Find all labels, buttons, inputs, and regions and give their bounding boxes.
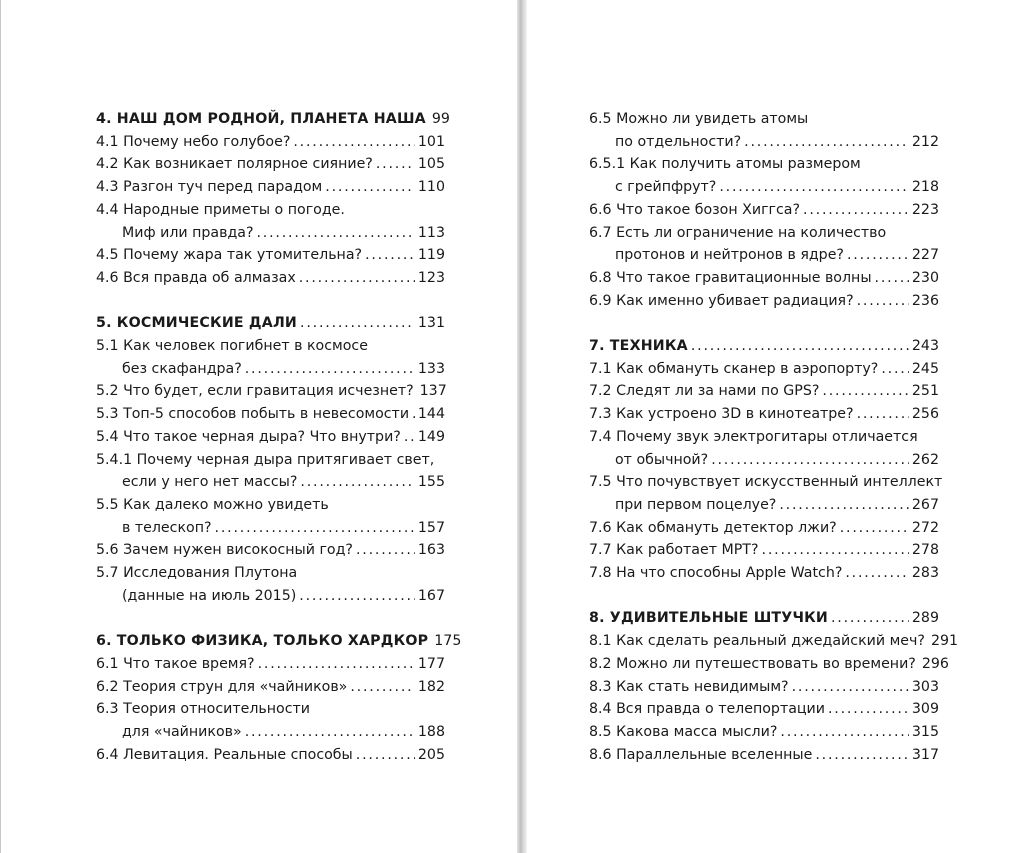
dot-leader — [840, 517, 909, 540]
toc-entry — [96, 426, 445, 449]
dot-leader — [744, 131, 909, 154]
toc-entry-line — [589, 562, 939, 585]
page-number: 227 — [911, 247, 939, 264]
entry-title: 4.5 Почему жара так утомительна? — [96, 247, 363, 264]
entry-title: 5.4 Что такое черная дыра? Что внутри? — [96, 428, 401, 445]
page-number: 289 — [911, 610, 939, 627]
dot-leader — [300, 471, 415, 494]
toc-entry — [96, 744, 445, 767]
toc-entry — [589, 267, 939, 290]
dot-leader — [258, 653, 415, 676]
toc-entry — [96, 653, 445, 676]
page-number: 99 — [431, 111, 450, 127]
page-number: 303 — [911, 678, 939, 695]
entry-title: 5.5 Как далеко можно увидеть — [96, 496, 329, 513]
dot-leader — [691, 335, 909, 358]
toc-entry — [589, 403, 939, 426]
page-number: 131 — [417, 315, 445, 332]
entry-title-continued: протонов и нейтронов в ядре? — [615, 247, 844, 264]
page-number: 137 — [419, 383, 447, 400]
page-number: 119 — [417, 247, 445, 264]
toc-entry-line — [96, 585, 445, 608]
toc-entry-line — [589, 449, 939, 472]
chapter-title: 8. УДИВИТЕЛЬНЫЕ ШТУЧКИ — [589, 610, 828, 627]
dot-leader — [711, 449, 909, 472]
toc-chapter-heading — [96, 630, 462, 653]
dot-leader — [779, 494, 909, 517]
dot-leader — [719, 176, 909, 199]
entry-title: 6.1 Что такое время? — [96, 655, 255, 672]
toc-section — [589, 607, 959, 766]
book-gutter — [517, 0, 527, 853]
entry-title: 4.1 Почему небо голубое? — [96, 133, 291, 150]
toc-entry — [589, 562, 939, 585]
toc-entry-line — [96, 471, 445, 494]
dot-leader — [803, 199, 909, 222]
page-number: 278 — [911, 542, 939, 559]
entry-title: 6.5.1 Как получить атомы размером — [589, 156, 861, 173]
page-number: 309 — [911, 701, 939, 718]
entry-title: 6.2 Теория струн для «чайников» — [96, 678, 348, 695]
page-number: 262 — [911, 451, 939, 468]
entry-title: 6.6 Что такое бозон Хиггса? — [589, 201, 801, 218]
entry-title-continued: по отдельности? — [615, 133, 742, 150]
entry-title: 7.4 Почему звук электрогитары отличается — [589, 428, 918, 445]
page-number: 245 — [911, 360, 939, 377]
toc-entry-line — [96, 676, 445, 699]
entry-title-continued: для «чайников» — [122, 723, 242, 740]
toc-chapter-heading — [96, 312, 445, 335]
entry-title: 4.6 Вся правда об алмазах — [96, 269, 296, 286]
page-number: 133 — [417, 360, 445, 377]
toc-entry — [589, 358, 939, 381]
toc-entry-line — [96, 153, 445, 176]
entry-title-continued: от обычной? — [615, 451, 709, 468]
page-number: 188 — [417, 723, 445, 740]
toc-entry — [96, 403, 445, 426]
dot-leader — [299, 267, 415, 290]
entry-title: 8.2 Можно ли путешествовать во времени? — [589, 655, 916, 672]
toc-section — [96, 630, 462, 766]
entry-title: 6.5 Можно ли увидеть атомы — [589, 111, 809, 127]
toc-entry — [96, 449, 445, 494]
dot-leader — [356, 539, 415, 562]
chapter-title: 5. КОСМИЧЕСКИЕ ДАЛИ — [96, 315, 298, 332]
toc-entry-line — [96, 131, 445, 154]
entry-title: 8.1 Как сделать реальный джедайский меч? — [589, 633, 925, 650]
page-number: 267 — [911, 496, 939, 513]
page-number: 251 — [911, 383, 939, 400]
dot-leader — [215, 517, 415, 540]
chapter-title: 6. ТОЛЬКО ФИЗИКА, ТОЛЬКО ХАРДКОР — [96, 633, 429, 650]
toc-entry — [96, 244, 445, 267]
toc-entry — [589, 721, 939, 744]
page-number: 105 — [417, 156, 445, 173]
entry-title: 5.2 Что будет, если гравитация исчезнет? — [96, 383, 414, 400]
toc-section — [589, 335, 943, 585]
entry-title: 6.9 Как именно убивает радиация? — [589, 292, 854, 309]
dot-leader — [762, 539, 909, 562]
toc-entry-line — [589, 244, 939, 267]
toc-entry-line — [96, 380, 445, 403]
dot-leader — [325, 176, 415, 199]
page-number: 272 — [911, 519, 939, 536]
toc-entry-line — [589, 199, 939, 222]
toc-entry — [96, 153, 445, 176]
page-number: 177 — [417, 655, 445, 672]
entry-title: 7.5 Что почувствует искусственный интеллект — [589, 474, 943, 491]
page-number: 315 — [911, 723, 939, 740]
page-number: 157 — [417, 519, 445, 536]
dot-leader — [356, 744, 415, 767]
entry-title: 4.3 Разгон туч перед парадом — [96, 179, 323, 196]
toc-entry — [96, 494, 445, 539]
page-number: 155 — [417, 474, 445, 491]
dot-leader — [831, 607, 909, 630]
entry-title: 7.1 Как обмануть сканер в аэропорту? — [589, 360, 879, 377]
page-number: 291 — [930, 633, 959, 650]
toc-right-column — [589, 108, 959, 789]
toc-entry — [589, 153, 939, 198]
toc-entry — [96, 176, 445, 199]
page-number: 243 — [911, 338, 939, 355]
entry-title-continued: в телескоп? — [122, 519, 212, 536]
dot-leader — [875, 267, 909, 290]
toc-entry-line — [96, 358, 445, 381]
chapter-title: 4. НАШ ДОМ РОДНОЙ, ПЛАНЕТА НАША — [96, 111, 426, 127]
dot-leader — [299, 585, 415, 608]
entry-title: 7.7 Как работает МРТ? — [589, 542, 759, 559]
page-number: 296 — [921, 655, 949, 672]
entry-title: 8.6 Параллельные вселенные — [589, 746, 813, 763]
entry-title: 5.1 Как человек погибнет в космосе — [96, 338, 368, 355]
toc-section — [96, 108, 450, 290]
dot-leader — [412, 403, 415, 426]
toc-entry — [96, 131, 445, 154]
page-number: 256 — [911, 406, 939, 423]
toc-entry-line — [589, 176, 939, 199]
page-number: 236 — [911, 292, 939, 309]
toc-entry-line — [96, 222, 445, 245]
toc-entry — [589, 539, 939, 562]
toc-entry-line — [589, 744, 939, 767]
toc-entry — [589, 108, 939, 153]
toc-entry-line — [589, 676, 939, 699]
entry-title: 5.6 Зачем нужен високосный год? — [96, 542, 353, 559]
dot-leader — [780, 721, 909, 744]
toc-entry-line — [96, 744, 445, 767]
toc-entry-line — [589, 721, 939, 744]
toc-entry — [589, 290, 939, 313]
toc-entry — [96, 199, 445, 244]
entry-title-continued: если у него нет массы? — [122, 474, 298, 491]
page-number: 149 — [417, 428, 445, 445]
page-number: 101 — [417, 133, 445, 150]
toc-entry — [589, 630, 959, 653]
entry-title: 5.7 Исследования Плутона — [96, 565, 298, 582]
entry-title: 4.2 Как возникает полярное сияние? — [96, 156, 373, 173]
entry-title: 4.4 Народные приметы о погоде. — [96, 201, 345, 218]
dot-leader — [350, 676, 415, 699]
toc-entry — [96, 380, 445, 403]
dot-leader — [792, 676, 909, 699]
page-number: 230 — [911, 269, 939, 286]
entry-title-continued: без скафандра? — [122, 360, 242, 377]
toc-entry — [96, 676, 445, 699]
toc-entry — [96, 267, 445, 290]
toc-entry-line — [589, 698, 939, 721]
toc-entry-line — [589, 290, 939, 313]
page-number: 144 — [417, 406, 445, 423]
page-number: 167 — [417, 587, 445, 604]
toc-entry-line — [96, 426, 445, 449]
toc-entry-line — [96, 244, 445, 267]
page-number: 223 — [911, 201, 939, 218]
toc-entry — [589, 199, 939, 222]
dot-leader — [828, 698, 909, 721]
toc-entry — [589, 676, 939, 699]
page-number: 205 — [417, 746, 445, 763]
entry-title-continued: с грейпфрут? — [615, 179, 717, 196]
page-number: 123 — [417, 269, 445, 286]
entry-title-continued: при первом поцелуе? — [615, 496, 777, 513]
entry-title: 5.4.1 Почему черная дыра притягивает свет, — [96, 451, 435, 468]
dot-leader — [857, 403, 909, 426]
toc-chapter-heading — [96, 108, 450, 131]
entry-title: 6.7 Есть ли ограничение на количество — [589, 224, 887, 241]
toc-entry — [589, 653, 949, 676]
page-number: 317 — [911, 746, 939, 763]
page-number: 113 — [417, 224, 445, 241]
toc-entry-line — [589, 267, 939, 290]
toc-chapter-heading — [589, 335, 939, 358]
toc-entry-line — [589, 653, 949, 676]
toc-entry-line — [96, 721, 445, 744]
toc-section — [589, 108, 939, 312]
entry-title: 7.8 На что способны Apple Watch? — [589, 565, 843, 582]
dot-leader — [245, 358, 415, 381]
entry-title: 8.5 Какова масса мысли? — [589, 723, 778, 740]
toc-entry — [96, 698, 445, 743]
toc-chapter-heading — [589, 607, 939, 630]
toc-entry — [589, 380, 939, 403]
dot-leader — [293, 131, 415, 154]
dot-leader — [857, 290, 909, 313]
dot-leader — [845, 562, 909, 585]
toc-entry-line — [589, 494, 939, 517]
toc-entry-line — [589, 630, 959, 653]
entry-title: 6.3 Теория относительности — [96, 701, 311, 718]
toc-entry-line — [96, 653, 445, 676]
toc-entry-line — [96, 403, 445, 426]
toc-entry — [589, 517, 939, 540]
toc-entry — [589, 222, 939, 267]
entry-title: 6.4 Левитация. Реальные способы — [96, 746, 353, 763]
toc-entry — [96, 335, 445, 380]
toc-entry — [589, 471, 943, 516]
dot-leader — [404, 426, 415, 449]
toc-entry-line — [96, 267, 445, 290]
toc-entry-line — [589, 380, 939, 403]
dot-leader — [376, 153, 415, 176]
page-number: 110 — [417, 179, 445, 196]
toc-entry-line — [589, 517, 939, 540]
entry-title-continued: (данные на июль 2015) — [122, 587, 297, 604]
dot-leader — [815, 744, 909, 767]
dot-leader — [847, 244, 909, 267]
toc-entry-line — [96, 539, 445, 562]
entry-title: 5.3 Топ-5 способов побыть в невесомости — [96, 406, 410, 423]
page-number: 175 — [434, 633, 462, 650]
entry-title: 8.4 Вся правда о телепортации — [589, 701, 825, 718]
dot-leader — [245, 721, 415, 744]
toc-entry — [589, 744, 939, 767]
entry-title-continued: Миф или правда? — [122, 224, 254, 241]
toc-entry-line — [589, 403, 939, 426]
dot-leader — [257, 222, 415, 245]
entry-title: 6.8 Что такое гравитационные волны — [589, 269, 872, 286]
toc-entry — [589, 426, 939, 471]
chapter-title: 7. ТЕХНИКА — [589, 338, 688, 355]
toc-entry-line — [589, 539, 939, 562]
dot-leader — [300, 312, 415, 335]
toc-entry-line — [589, 131, 939, 154]
toc-left-column — [96, 108, 462, 789]
entry-title: 7.3 Как устроено 3D в кинотеатре? — [589, 406, 854, 423]
toc-entry-line — [589, 358, 939, 381]
page-number: 283 — [911, 565, 939, 582]
entry-title: 8.3 Как стать невидимым? — [589, 678, 789, 695]
dot-leader — [822, 380, 909, 403]
entry-title: 7.6 Как обмануть детектор лжи? — [589, 519, 837, 536]
toc-entry-line — [96, 517, 445, 540]
page-number: 218 — [911, 179, 939, 196]
toc-entry — [96, 562, 445, 607]
entry-title: 7.2 Следят ли за нами по GPS? — [589, 383, 820, 400]
toc-entry — [96, 539, 445, 562]
toc-entry-line — [96, 176, 445, 199]
page-number: 163 — [417, 542, 445, 559]
toc-entry — [589, 698, 939, 721]
page-number: 182 — [417, 678, 445, 695]
dot-leader — [365, 244, 415, 267]
toc-section — [96, 312, 445, 607]
dot-leader — [881, 358, 909, 381]
page-number: 212 — [911, 133, 939, 150]
